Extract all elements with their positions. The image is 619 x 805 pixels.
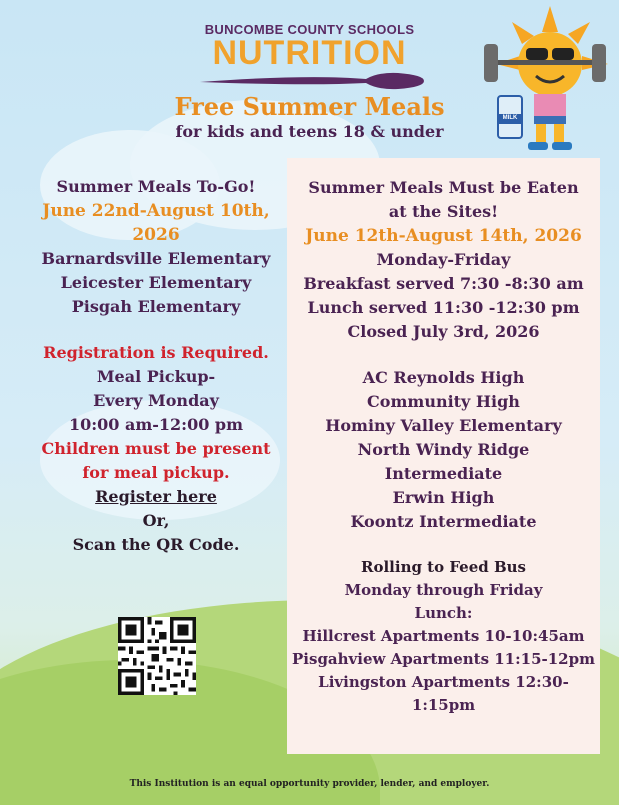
lunch-time: Lunch served 11:30 -12:30 pm [307, 298, 580, 317]
to-go-dates-year: 2026 [132, 225, 180, 245]
on-site-dates: June 12th-August 14th, 2026 [305, 226, 582, 246]
to-go-site: Leicester Elementary [60, 273, 252, 292]
scan-qr-text: Scan the QR Code. [72, 535, 240, 554]
on-site-location: AC Reynolds High [362, 368, 525, 387]
bus-days: Monday through Friday [344, 581, 543, 599]
to-go-site: Pisgah Elementary [71, 297, 241, 316]
bus-stop: Pisgahview Apartments 11:15-12pm [292, 650, 595, 668]
to-go-title: Summer Meals To-Go! [56, 177, 256, 196]
on-site-title: Summer Meals Must be Eaten [308, 178, 579, 197]
registration-notice: Registration is Required. [43, 343, 269, 362]
or-text: Or, [142, 511, 170, 530]
subheadline: for kids and teens 18 & under [175, 122, 444, 141]
qr-code-icon[interactable] [118, 617, 196, 695]
closed-date: Closed July 3rd, 2026 [347, 322, 540, 341]
bus-stop: Hillcrest Apartments 10-10:45am [302, 627, 585, 645]
pickup-label: Meal Pickup- [96, 367, 216, 386]
milk-label: MILK [502, 115, 518, 121]
bus-stop: Livingston Apartments 12:30-1:15pm [318, 673, 569, 714]
children-notice-2: for meal pickup. [82, 463, 230, 482]
to-go-dates: June 22nd-August 10th, [42, 201, 270, 221]
on-site-location: Erwin High [392, 488, 495, 507]
on-site-location: Hominy Valley Elementary [325, 416, 562, 435]
on-site-days: Monday-Friday [376, 250, 511, 269]
footer-disclaimer: This Institution is an equal opportunity provider, lender, and employer. [129, 779, 490, 789]
brand-subtitle: BUNCOMBE COUNTY SCHOOLS [204, 22, 415, 37]
on-site-title-2: at the Sites! [388, 202, 499, 221]
pickup-time: 10:00 am-12:00 pm [68, 415, 244, 434]
register-link[interactable]: Register here [95, 487, 217, 506]
to-go-site: Barnardsville Elementary [41, 249, 271, 268]
on-site-location: Koontz Intermediate [350, 512, 537, 531]
children-notice: Children must be present [41, 439, 271, 458]
on-site-location: Community High [367, 392, 520, 411]
to-go-section [14, 175, 298, 557]
brand-logo-text: NUTRITION [212, 34, 407, 72]
spoon-icon [198, 70, 428, 92]
bus-lunch-label: Lunch: [414, 604, 473, 622]
pickup-day: Every Monday [93, 391, 219, 410]
on-site-location: North Windy Ridge [357, 440, 530, 459]
sun-mascot-icon [478, 4, 613, 154]
eat-on-site-section [287, 176, 600, 717]
on-site-location: Intermediate [384, 464, 503, 483]
headline: Free Summer Meals [174, 92, 445, 121]
bus-title: Rolling to Feed Bus [361, 558, 526, 576]
breakfast-time: Breakfast served 7:30 -8:30 am [303, 274, 584, 293]
